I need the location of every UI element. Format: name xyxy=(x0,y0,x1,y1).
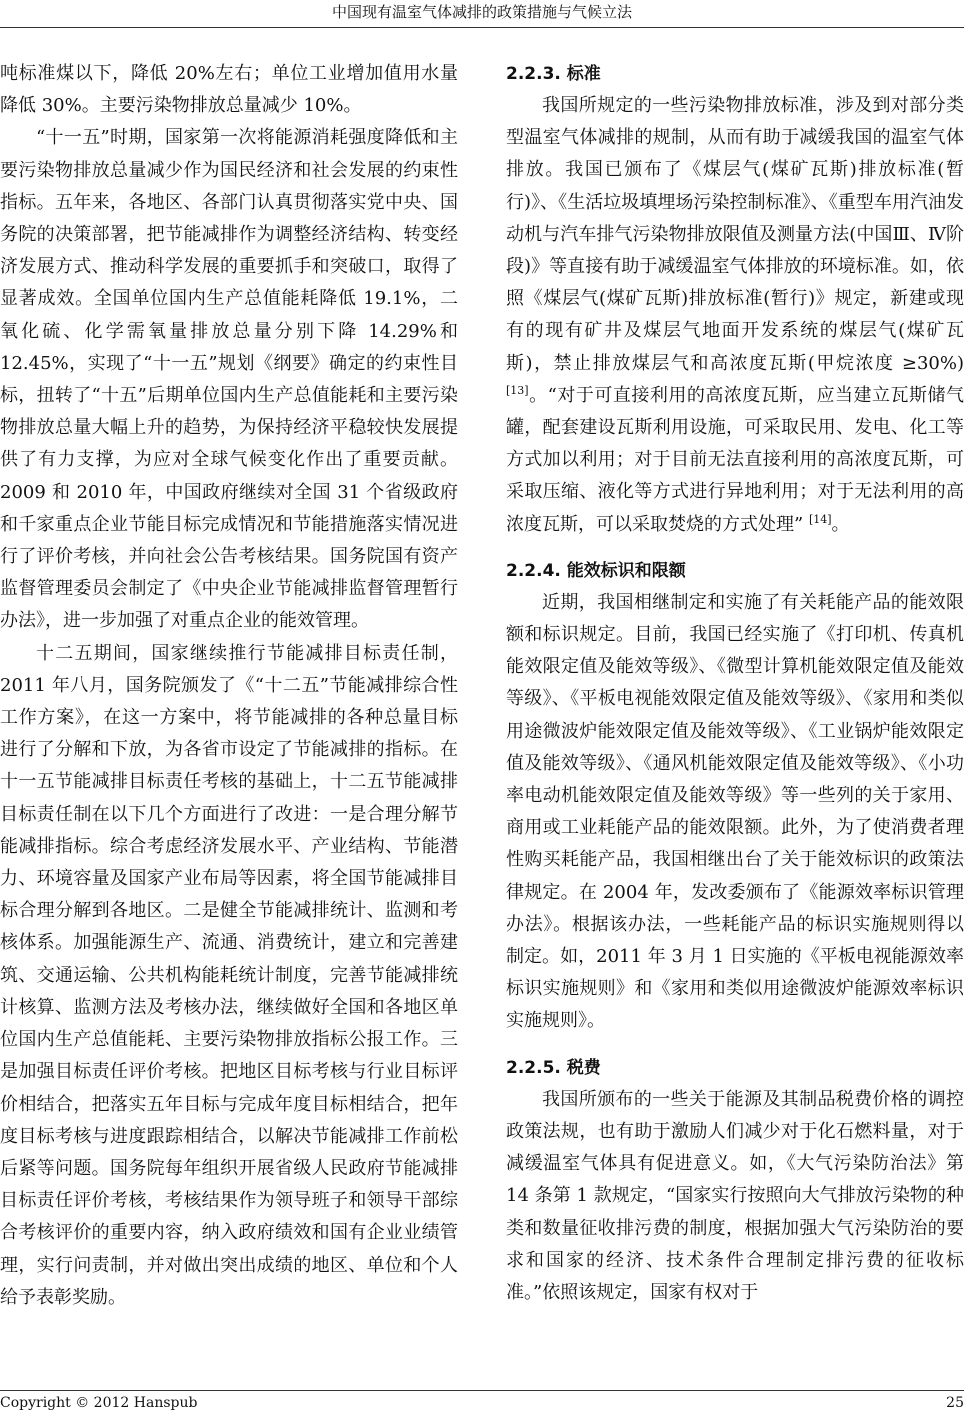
citation-14[interactable]: [14] xyxy=(808,512,832,526)
section-heading-2-2-4: 2.2.4. 能效标识和限额 xyxy=(506,560,686,581)
header-rule xyxy=(0,27,964,28)
section-heading-2-2-3: 2.2.3. 标准 xyxy=(506,64,601,84)
standards-text-part-2: 。“对于可直接利用的高浓度瓦斯，应当建立瓦斯储气罐，配套建设瓦斯利用设施，可采取民用、发电、化工等方式加以利用；对于目前无法直接利用的高浓度瓦斯，可采取压缩、液化等方式进行异地利用；对于无法利用的高浓度瓦斯，可以采取焚烧的方式处理” xyxy=(506,384,964,535)
footer-rule xyxy=(0,1390,964,1391)
footer-copyright: Copyright © 2012 Hanspub xyxy=(0,1395,198,1411)
citation-13[interactable]: [13] xyxy=(506,383,529,397)
page-number: 25 xyxy=(946,1395,964,1411)
section-2-2-4-paragraph: 近期，我国相继制定和实施了有关耗能产品的能效限额和标识规定。目前，我国已经实施了《打印机、传真机能效限定值及能效等级》、《微型计算机能效限定值及能效等级》、《平板电视能效限定值及能效等级》、《家用和类似用途微波炉能效限定值及能效等级》、《工业锅炉能效限定值及能效等级》、《通风机能效限定值及能效等级》、《小功率电动机能效限定值及能效等级》等一些列的关于家用、商用或工业耗能产品的能效限额。此外，为了使消费者理性购买耗能产品，我国相继出台了关于能效标识的政策法律规定。在 2004 年，发改委颁布了《能源效率标识管理办法》。根据该办法，一些耗能产品的标识实施规则得以制定。如，2011 年 3 月 1 日实施的《平板电视能源效率标识实施规则》和《家用和类似用途微波炉能源效率标识实施规则》。 xyxy=(506,591,964,1032)
left-column xyxy=(0,58,458,1314)
left-paragraph-2: “十一五”时期，国家第一次将能源消耗强度降低和主要污染物排放总量减少作为国民经济和社会发展的约束性指标。五年来，各地区、各部门认真贯彻落实党中央、国务院的决策部署，把节能减排作为调整经济结构、转变经济发展方式、推动科学发展的重要抓手和突破口，取得了显著成效。全国单位国内生产总值能耗降低 19.1%，二氧化硫、化学需氧量排放总量分别下降 14.29%和 12.45%，实现了“十一五”规划《纲要》确定的约束性目标，扭转了“十五”后期单位国内生产总值能耗和主要污染物排放总量大幅上升的趋势，为保持经济平稳较快发展提供了有力支撑，为应对全球气候变化作出了重要贡献。2009 和 2010 年，中国政府继续对全国 31 个省级政府和千家重点企业节能目标完成情况和节能措施落实情况进行了评价考核，并向社会公告考核结果。国务院国有资产监督管理委员会制定了《中央企业节能减排监督管理暂行办法》，进一步加强了对重点企业的能效管理。 xyxy=(0,127,458,632)
right-column xyxy=(506,58,964,1309)
section-2-2-3-paragraph xyxy=(506,90,964,541)
standards-text-part-3: 。 xyxy=(831,513,850,535)
standards-text-part-1: 我国所规定的一些污染物排放标准，涉及到对部分类型温室气体减排的规制，从而有助于减缓我国的温室气体排放。我国已颁布了《煤层气(煤矿瓦斯)排放标准(暂行)》、《生活垃圾填埋场污染控制标准》、《重型车用汽油发动机与汽车排气污染物排放限值及测量方法(中国Ⅲ、Ⅳ阶段)》等直接有助于减缓温室气体排放的环境标准。如，依照《煤层气(煤矿瓦斯)排放标准(暂行)》规定，新建或现有的现有矿井及煤层气地面开发系统的煤层气(煤矿瓦斯)，禁止排放煤层气和高浓度瓦斯(甲烷浓度 ≥30%) xyxy=(506,95,964,374)
left-paragraph-3: 十二五期间，国家继续推行节能减排目标责任制，2011 年八月，国务院颁发了《“十二五”节能减排综合性工作方案》，在这一方案中，将节能减排的各种总量目标进行了分解和下放，为各省市设定了节能减排的指标。在十一五节能减排目标责任考核的基础上，十二五节能减排目标责任制在以下几个方面进行了改进：一是合理分解节能减排指标。综合考虑经济发展水平、产业结构、节能潜力、环境容量及国家产业布局等因素，将全国节能减排目标合理分解到各地区。二是健全节能减排统计、监测和考核体系。加强能源生产、流通、消费统计，建立和完善建筑、交通运输、公共机构能耗统计制度，完善节能减排统计核算、监测方法及考核办法，继续做好全国和各地区单位国内生产总值能耗、主要污染物排放指标公报工作。三是加强目标责任评价考核。把地区目标考核与行业目标评价相结合，把落实五年目标与完成年度目标相结合，把年度目标考核与进度跟踪相结合，以解决节能减排工作前松后紧等问题。国务院每年组织开展省级人民政府节能减排目标责任评价考核，考核结果作为领导班子和领导干部综合考核评价的重要内容，纳入政府绩效和国有企业业绩管理，实行问责制，并对做出突出成绩的地区、单位和个人给予表彰奖励。 xyxy=(0,642,458,1308)
running-header: 中国现有温室气体减排的政策措施与气候立法 xyxy=(331,3,632,21)
section-heading-2-2-5: 2.2.5. 税费 xyxy=(506,1057,601,1078)
section-2-2-5-paragraph: 我国所颁布的一些关于能源及其制品税费价格的调控政策法规，也有助于激励人们减少对于化石燃料量，对于减缓温室气体具有促进意义。如，《大气污染防治法》第 14 条第 1 款规定，“国家实行按照向大气排放污染物的种类和数量征收排污费的制度，根据加强大气污染防治的要求和国家的经济、技术条件合理制定排污费的征收标准。”依照该规定，国家有权对于 xyxy=(506,1088,964,1303)
left-paragraph-1: 吨标准煤以下，降低 20%左右；单位工业增加值用水量降低 30%。主要污染物排放总量减少 10%。 xyxy=(0,63,458,117)
